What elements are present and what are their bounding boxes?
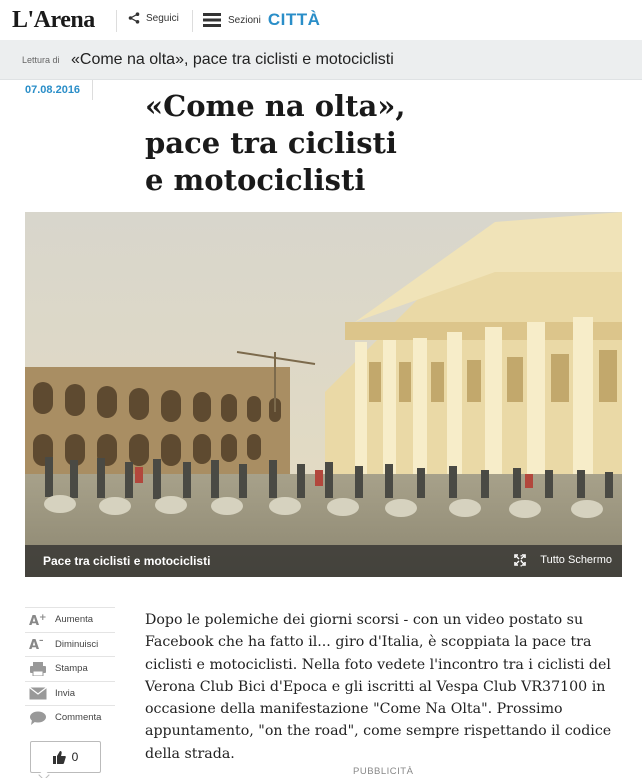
headline-line: e motociclisti bbox=[145, 163, 366, 197]
tool-label: Diminuisci bbox=[55, 638, 99, 650]
city-section-link[interactable]: CITTÀ bbox=[267, 10, 321, 29]
tool-label: Invia bbox=[55, 687, 76, 699]
sections-label: Sezioni bbox=[228, 14, 261, 26]
font-increase-button[interactable] bbox=[25, 607, 115, 632]
headline-line: «Come na olta», bbox=[145, 89, 406, 123]
article-date: 07.08.2016 bbox=[25, 84, 81, 96]
article-photo[interactable] bbox=[25, 212, 622, 577]
fullscreen-button[interactable] bbox=[514, 554, 612, 566]
font-decrease-button[interactable] bbox=[25, 632, 115, 657]
more-options-icon: ⋮ bbox=[514, 552, 529, 568]
svg-text:–: – bbox=[39, 637, 44, 647]
article-body: Dopo le polemiche dei giorni scorsi - con un video postato su Facebook che ha fatto il... giro d'Italia, è scoppiata la pace tra ciclisti e motociclisti. Nella foto vedete l'incontro tra i ciclisti del Verona Club Bici d'Epoca e gli iscritti al Vespa Club VR37100 in occasione della manifestazione "Come Na Olta". Prossimo appuntamento, "on the road", come sempre rispettando il codice della strada. bbox=[145, 612, 612, 762]
fullscreen-label: Tutto Schermo bbox=[540, 554, 612, 566]
tool-label: Stampa bbox=[55, 663, 88, 675]
tool-label: Aumenta bbox=[55, 614, 94, 626]
header-divider bbox=[192, 10, 193, 32]
like-button[interactable] bbox=[30, 741, 101, 773]
thumbs-up-icon bbox=[53, 751, 66, 764]
share-icon bbox=[128, 12, 140, 24]
article-tools bbox=[25, 607, 115, 730]
print-icon bbox=[29, 662, 49, 676]
svg-text:+: + bbox=[39, 612, 47, 623]
article-headline bbox=[145, 88, 615, 199]
reading-title: «Come na olta», pace tra ciclisti e motociclisti bbox=[71, 51, 394, 68]
like-count: 0 bbox=[71, 750, 79, 764]
site-logo[interactable]: L'Arena bbox=[12, 7, 95, 33]
photo-caption-bar bbox=[25, 545, 622, 577]
fullscreen-icon bbox=[514, 552, 529, 568]
font-increase-icon bbox=[29, 613, 49, 627]
send-email-button[interactable] bbox=[25, 681, 115, 706]
font-decrease-icon bbox=[29, 637, 49, 651]
reading-label: Lettura di bbox=[22, 55, 60, 65]
date-divider bbox=[92, 80, 93, 100]
print-button[interactable] bbox=[25, 656, 115, 681]
reading-bar bbox=[0, 40, 642, 80]
sections-menu-button[interactable] bbox=[203, 10, 320, 30]
follow-button[interactable] bbox=[128, 12, 179, 24]
headline-line: pace tra ciclisti bbox=[145, 126, 397, 160]
photo-caption: Pace tra ciclisti e motociclisti bbox=[43, 554, 211, 568]
comment-button[interactable] bbox=[25, 705, 115, 730]
advertising-label: PUBBLICITÀ bbox=[353, 766, 414, 777]
header-divider bbox=[116, 10, 117, 32]
svg-text:A: A bbox=[29, 613, 40, 627]
tool-label: Commenta bbox=[55, 712, 102, 724]
hamburger-menu-icon bbox=[203, 13, 221, 27]
follow-label: Seguici bbox=[146, 12, 179, 24]
mail-icon bbox=[29, 686, 49, 700]
top-header bbox=[0, 0, 642, 40]
comment-icon bbox=[29, 711, 49, 725]
photo-illustration bbox=[25, 212, 622, 577]
svg-text:A: A bbox=[29, 638, 40, 652]
